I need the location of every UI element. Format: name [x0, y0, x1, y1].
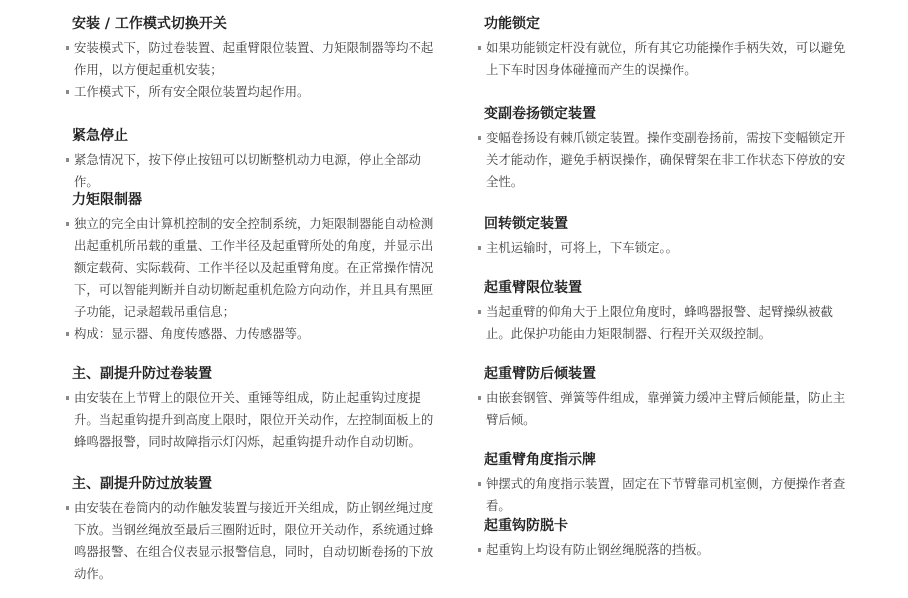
list-item	[478, 387, 852, 431]
list-item	[66, 149, 438, 193]
item-text: 由安装在上节臂上的限位开关、重锤等组成，防止起重钩过度提升。当起重钩提升到高度上限时，限位开关动作，左控制面板上的蜂鸣器报警，同时故障指示灯闪烁，起重钩提升动作自动切断。	[74, 390, 434, 449]
section-title: 起重臂角度指示牌	[484, 452, 596, 468]
section-title: 起重臂限位装置	[484, 280, 582, 296]
bullet-marker	[66, 396, 69, 400]
item-text: 主机运输时，可将上，下车锁定。。	[486, 240, 679, 255]
item-text: 由安装在卷筒内的动作触发装置与接近开关组成，防止钢丝绳过度下放。当钢丝绳放至最后三圈附近时，限位开关动作，系统通过蜂鸣器报警、在组合仪表显示报警信息，同时，自动切断卷扬的下放动作。	[74, 500, 434, 581]
bullet-marker	[478, 46, 481, 50]
item-text: 变幅卷扬设有棘爪锁定装置。操作变副卷扬前，需按下变幅锁定开关才能动作，避免手柄误操作，确保臂架在非工作状态下停放的安全性。	[486, 130, 846, 189]
item-text: 由嵌套钢管、弹簧等件组成，靠弹簧力缓冲主臂后倾能量，防止主臂后倾。	[486, 390, 846, 427]
section-moment-limiter	[66, 190, 438, 345]
section-title: 回转锁定装置	[484, 216, 568, 232]
list-item	[66, 387, 438, 453]
section-anti-overlower	[66, 474, 438, 585]
bullet-marker	[66, 46, 69, 50]
section-title: 主、副提升防过放装置	[72, 476, 212, 492]
item-text: 构成：显示器、角度传感器、力传感器等。	[74, 326, 310, 341]
list-item	[478, 127, 852, 193]
bullet-marker	[478, 136, 481, 140]
section-slewing-lock	[478, 214, 852, 259]
item-text: 独立的完全由计算机控制的安全控制系统，力矩限制器能自动检测出起重机所吊载的重量、工作半径及起重臂所处的角度，并显示出额定载荷、实际载荷、工作半径以及起重臂角度。在正常操作情况下，可以智能判断并自动切断起重机危险方向动作，并且具有黑匣子功能，记录超载吊重信息；	[74, 216, 434, 319]
item-text: 钟摆式的角度指示装置，固定在下节臂靠司机室侧，方便操作者查看。	[486, 476, 846, 513]
list-item	[478, 473, 852, 517]
section-anti-overwind	[66, 364, 438, 453]
bullet-marker	[478, 246, 481, 250]
bullet-marker	[66, 90, 69, 94]
item-text: 当起重臂的仰角大于上限位角度时，蜂鸣器报警、起臂操纵被截止。此保护功能由力矩限制器、行程开关双级控制。	[486, 304, 833, 341]
list-item	[66, 323, 438, 345]
section-title: 安装 / 工作模式切换开关	[72, 16, 227, 32]
list-item	[66, 37, 438, 81]
list-item	[478, 539, 852, 561]
list-item	[66, 81, 438, 103]
bullet-marker	[66, 222, 69, 226]
item-text: 工作模式下，所有安全限位装置均起作用。	[74, 84, 310, 99]
item-text: 如果功能锁定杆没有就位，所有其它功能操作手柄失效，可以避免上下车时因身体碰撞而产生的误操作。	[486, 40, 846, 77]
bullet-marker	[478, 396, 481, 400]
section-title: 紧急停止	[72, 128, 128, 144]
list-item	[66, 213, 438, 323]
list-item	[478, 37, 852, 81]
section-hook-latch	[478, 516, 852, 561]
section-title: 起重钩防脱卡	[484, 518, 568, 534]
section-boom-angle-indicator	[478, 450, 852, 517]
section-title: 功能锁定	[484, 16, 540, 32]
section-boom-limit	[478, 278, 852, 345]
bullet-marker	[478, 310, 481, 314]
section-title: 变副卷扬锁定装置	[484, 106, 596, 122]
list-item	[478, 237, 852, 259]
list-item	[66, 497, 438, 585]
bullet-marker	[66, 506, 69, 510]
section-luffing-winch-lock	[478, 104, 852, 193]
item-text: 起重钩上均设有防止钢丝绳脱落的挡板。	[486, 542, 710, 557]
section-function-lock	[478, 14, 852, 81]
item-text: 安装模式下，防过卷装置、起重臂限位装置、力矩限制器等均不起作用，以方便起重机安装；	[74, 40, 434, 77]
section-mode-switch	[66, 14, 438, 103]
list-item	[478, 301, 852, 345]
section-emergency-stop	[66, 126, 438, 193]
item-text: 紧急情况下，按下停止按钮可以切断整机动力电源，停止全部动作。	[74, 152, 421, 189]
section-boom-backstop	[478, 364, 852, 431]
section-title: 主、副提升防过卷装置	[72, 366, 212, 382]
bullet-marker	[478, 482, 481, 486]
section-title: 力矩限制器	[72, 192, 142, 208]
section-title: 起重臂防后倾装置	[484, 366, 596, 382]
bullet-marker	[66, 332, 69, 336]
bullet-marker	[66, 158, 69, 162]
bullet-marker	[478, 548, 481, 552]
